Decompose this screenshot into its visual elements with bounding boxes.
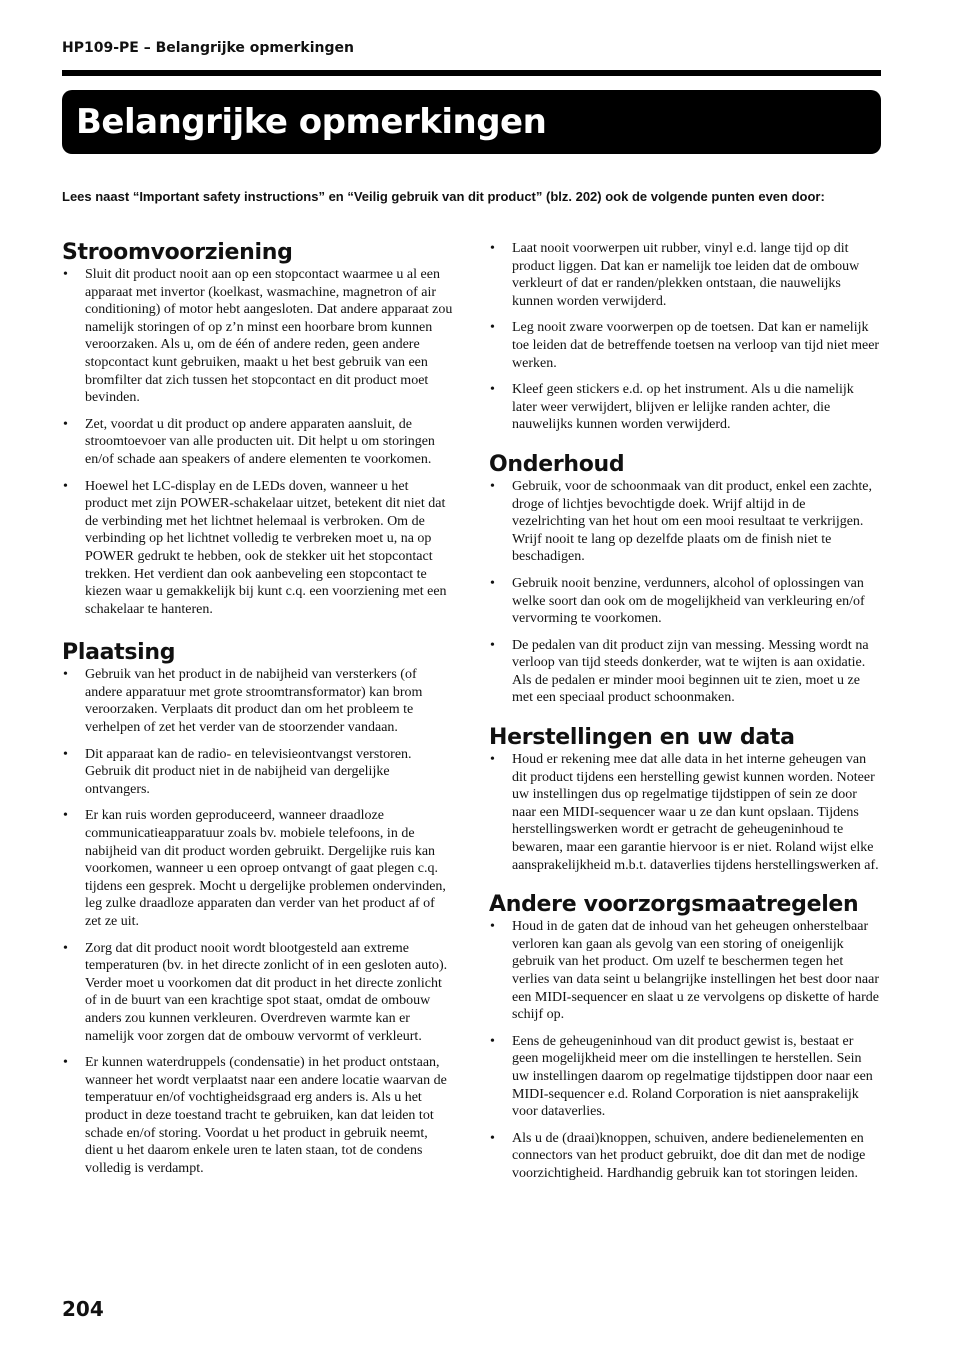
bullet-icon: • — [63, 416, 68, 432]
list-item-text: Als u de (draai)knoppen, schuiven, andere bedienelementen en connectors van het product gebruikt, doe dit dan met de nodige voorzichtigheid. Hardhandig gebruik kan tot storingen leiden. — [512, 1130, 866, 1181]
bullet-icon: • — [63, 667, 68, 683]
list-item-text: Gebruik, voor de schoonmaak van dit product, enkel een zachte, droge of lichtjes bevochtigde doek. Wrijf altijd in de vezelrichting van het hout om een mooi resultaat te verkrijgen. Wrijf nooit te lang op dezelfde plaats om de finish niet te beschadigen. — [512, 478, 872, 565]
list-item — [489, 478, 881, 566]
title-banner — [62, 90, 881, 154]
list-item-text: Zorg dat dit product nooit wordt blootgesteld aan extreme temperaturen (bv. in het directe zonlicht of in een gesloten auto). Verder moet u voorkomen dat dit product in het directe zonlicht of in de buurt van een krachtige spot staat, omdat de ombouw anders zou kunnen verkleuren. Overdreven warmte kan er namelijk voor zorgen dat de ombouw vervormt of verkleurt. — [85, 940, 448, 1044]
bullet-icon: • — [490, 637, 495, 653]
list-item-text: Dit apparaat kan de radio- en televisieontvangst verstoren. Gebruik dit product niet in de nabijheid van dergelijke ontvangers. — [85, 746, 412, 797]
list-item-text: De pedalen van dit product zijn van messing. Messing wordt na verloop van tijd steeds donkerder, wat te wijten is aan oxidatie. Als de pedalen er minder mooi beginnen uit te zien, moet u ze met een speciaal product schoonmaken. — [512, 637, 869, 706]
bullet-icon: • — [63, 746, 68, 762]
bullet-list — [489, 478, 881, 707]
bullet-list — [489, 751, 881, 874]
list-item — [62, 266, 454, 407]
bullet-icon: • — [63, 478, 68, 494]
list-item-text: Houd er rekening mee dat alle data in het interne geheugen van dit product tijdens een herstelling gewist kunnen worden. Noteer uw instellingen dus op regelmatige tijdstippen of sein ze door naar een MIDI-sequencer waar u ze dan kunt opslaan. Tijdens herstellingswerken wordt er getracht de geheugeninhoud te bewaren, maar een garantie hiervoor is er niet. Roland wijst elke aansprakelijkheid m.b.t. dataverlies tijdens herstellingswerken af. — [512, 752, 879, 873]
list-item-text: Er kunnen waterdruppels (condensatie) in het product ontstaan, wanneer het wordt verplaatst naar een andere locatie waarvan de temperatuur en/of vochtigheidsgraad erg anders is. Als u het product in deze toestand tracht te gebruiken, kan dat leiden tot schade en/of storing. Voordat u het product in gebruik neemt, dient u het daarom enkele uren te laten staan, tot de condens volledig is verdampt. — [85, 1055, 447, 1176]
bullet-icon: • — [490, 478, 495, 494]
list-item — [489, 575, 881, 628]
list-item — [62, 478, 454, 619]
bullet-icon: • — [490, 320, 495, 336]
list-item — [489, 240, 881, 310]
list-item — [62, 666, 454, 736]
list-item-text: Laat nooit voorwerpen uit rubber, vinyl e.d. lange tijd op dit product liggen. Dat kan er namelijk toe leiden dat de ombouw verkleurt of dat er randen/plekken ontstaan, die nauwelijks kunnen worden verwijderd. — [512, 241, 860, 309]
list-item-text: Houd in de gaten dat de inhoud van het geheugen onherstelbaar verloren kan gaan als gevolg van een storing of oneigenlijk gebruik van het product. Om uzelf te beschermen tegen het verlies van data seint u belangrijke instellingen het best door naar een MIDI-sequencer en slaat u ze vervolgens op diskette of harde schijf op. — [512, 919, 879, 1023]
bullet-list — [62, 666, 454, 1177]
section-right_column-continued — [489, 240, 881, 434]
running-header: HP109-PE – Belangrijke opmerkingen — [62, 40, 354, 56]
list-item — [62, 746, 454, 799]
bullet-icon: • — [63, 808, 68, 824]
list-item — [489, 637, 881, 707]
bullet-icon: • — [490, 1033, 495, 1049]
bullet-list — [62, 266, 454, 618]
list-item-text: Gebruik nooit benzine, verdunners, alcohol of oplossingen van welke soort dan ook om de mogelijkheid van verkleuring en/of vervorming te voorkomen. — [512, 575, 865, 627]
list-item — [489, 1033, 881, 1121]
list-item-text: Leg nooit zware voorwerpen op de toetsen. Dat kan er namelijk toe leiden dat de betreffende toetsen na verloop van tijd niet meer werken. — [512, 320, 880, 371]
list-item — [489, 381, 881, 434]
bullet-icon: • — [490, 752, 495, 768]
bullet-icon: • — [63, 940, 68, 956]
bullet-icon: • — [490, 575, 495, 591]
list-item — [62, 807, 454, 930]
page-number: 204 — [62, 1297, 104, 1321]
section-heading: Stroomvoorziening — [62, 240, 293, 265]
left-column — [62, 240, 454, 1199]
section-onderhoud — [489, 452, 881, 707]
bullet-icon: • — [63, 267, 68, 282]
list-item-text: Zet, voordat u dit product op andere apparaten aansluit, de stroomtoevoer van alle producten uit. Dit helpt u om storingen en/of schade aan speakers of andere elementen te voorkomen. — [85, 416, 435, 467]
list-item — [62, 1054, 454, 1177]
list-item — [62, 416, 454, 469]
list-item-text: Kleef geen stickers e.d. op het instrument. Als u die namelijk later weer verwijdert, blijven er lelijke randen achter, die nauwelijks kunnen worden verwijderd. — [512, 382, 854, 433]
bullet-list — [489, 918, 881, 1182]
section-heading: Andere voorzorgsmaatregelen — [489, 892, 859, 918]
header-rule — [62, 70, 881, 76]
section-heading: Plaatsing — [62, 640, 176, 666]
list-item-text: Sluit dit product nooit aan op een stopcontact waarmee u al een apparaat met invertor (koelkast, wasmachine, magnetron of air conditioning) of motor hebt aangesloten. Dat andere apparaat zou namelijk storingen of op z’n minst een hoorbare brom kunnen veroorzaken. Als u, om de één of andere reden, geen andere stopcontact kunt gebruiken, maakt u het best gebruik van een bromfilter dat zich tussen het stopcontact en dit product moet bevinden. — [85, 267, 453, 406]
section-stroomvoorziening — [62, 240, 454, 618]
bullet-icon: • — [63, 1055, 68, 1071]
list-item — [489, 918, 881, 1024]
bullet-icon: • — [490, 919, 495, 935]
section-heading: Onderhoud — [489, 451, 625, 477]
list-item-text: Gebruik van het product in de nabijheid van versterkers (of andere apparatuur met grote stroomtransformator) kan brom veroorzaken. Verplaats dit product dan om het probleem te verhelpen of zet het verder van de stoorzender vandaan. — [85, 667, 423, 736]
list-item — [62, 940, 454, 1046]
section-heading: Herstellingen en uw data — [489, 725, 795, 751]
list-item — [489, 1130, 881, 1183]
page-title: Belangrijke opmerkingen — [76, 102, 547, 142]
section-plaatsing — [62, 640, 454, 1177]
bullet-list — [489, 240, 881, 434]
list-item-text: Er kan ruis worden geproduceerd, wanneer draadloze communicatieapparatuur zoals bv. mobiele telefoons, in de nabijheid van dit product worden gebruikt. Dergelijke ruis kan voorkomen, wanneer u een oproep ontvangt of gaat plegen c.q. tijdens een gesprek. Mocht u dergelijke problemen ondervinden, leg zulke draadloze apparaten dan verder van het product af of zet ze uit. — [85, 808, 446, 929]
right-column — [489, 240, 881, 1201]
list-item — [489, 751, 881, 874]
bullet-icon: • — [490, 382, 495, 398]
section-herstellingen-en-uw-data — [489, 725, 881, 874]
list-item — [489, 319, 881, 372]
section-andere-voorzorgsmaatregelen — [489, 892, 881, 1182]
list-item-text: Eens de geheugeninhoud van dit product gewist is, bestaat er geen mogelijkheid meer om die instellingen te herstellen. Sein uw instellingen daarom op regelmatige tijdstippen door naar een MIDI-sequencer e.d. Roland Corporation is niet aansprakelijk voor dataverlies. — [512, 1033, 873, 1120]
bullet-icon: • — [490, 1130, 495, 1146]
intro-paragraph: Lees naast “Important safety instructions” en “Veilig gebruik van dit product” (blz. 202) ook de volgende punten even door: — [62, 189, 825, 204]
list-item-text: Hoewel het LC-display en de LEDs doven, wanneer u het product met zijn POWER-schakelaar uitzet, betekent dit niet dat de verbinding met het lichtnet helemaal is verbroken. Om de verbinding op het lichtnet volledig te verbreken moet u, na op POWER gedrukt te hebben, ook de stekker uit het stopcontact trekken. Het verdient dan ook aanbeveling een stopcontact te kiezen waar u gemakkelijk bij kunt c.q. een voorziening met een schakelaar te hanteren. — [85, 478, 447, 617]
bullet-icon: • — [490, 241, 495, 256]
